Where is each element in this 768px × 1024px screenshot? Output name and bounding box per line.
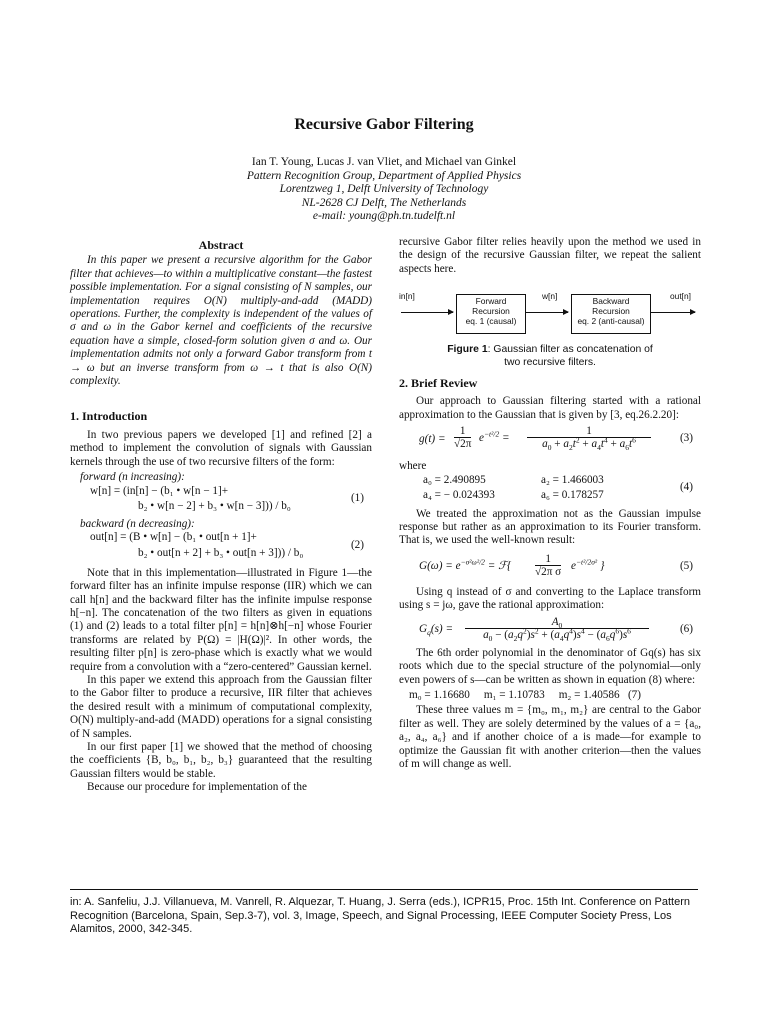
equation-5-lhs: $G(\omega) = e^{-\sigma^2\omega^2/2}$ = ℱ{ xyxy=(419,557,512,572)
equation-6-number: (6) xyxy=(679,622,693,635)
author-names: Ian T. Young, Lucas J. van Vliet, and Michael van Ginkel xyxy=(251,156,517,168)
equation-1-line-1: w[n] = (in[n] − (b₁ • w[n − 1]+ xyxy=(90,484,229,497)
box2-line1: Backward xyxy=(592,296,630,307)
coef-a4: a₄ = − 0.024393 xyxy=(423,488,495,501)
forward-recursion-box xyxy=(456,294,526,334)
address-line-2: NL-2628 CJ Delft, The Netherlands xyxy=(301,196,467,209)
equation-6-lhs: $G_q(s)$ = xyxy=(419,622,453,637)
equation-5-fraction: $\frac{1}{\text{√2π σ}}$ xyxy=(535,552,562,578)
equation-2-line-1: out[n] = (B • w[n] − (b₁ • out[n + 1]+ xyxy=(90,531,257,544)
coef-a2: a₂ = 1.466003 xyxy=(541,473,604,486)
abstract-text: In this paper we present a recursive algorithm for the Gabor filter that achieves—to within a multiplicative constant—the fastest possible implementation. For a signal consisting of N samples, our implementation requires O(N) multiply-and-add (MADD) operations. Further, the complexity is independent of the values of σ and ω in the Gabor kernel and coefficients of the recursive equation have a simple, closed-form solution given σ and ω. Our implementation admits not only a forward Gabor transform from t → ω but an inverse transform from ω → t that is also O(N) complexity. xyxy=(70,254,372,388)
section-introduction-heading: 1. Introduction xyxy=(70,409,148,424)
equation-6 xyxy=(399,615,701,647)
coef-a0: a₀ = 2.490895 xyxy=(423,473,486,486)
box2-line2: Recursion xyxy=(592,306,630,317)
left-column xyxy=(70,239,372,795)
box1-line3: eq. 1 (causal) xyxy=(465,316,517,327)
signal-in-label: in[n] xyxy=(399,291,415,302)
review-paragraph-4: The 6th order polynomial in the denominator of Gq(s) has six roots which due to the special structure of the polynomial—only even powers of s—can be written as shown in equation (8) where: xyxy=(399,646,701,686)
figure-1-caption-text-2: two recursive filters. xyxy=(504,356,596,368)
intro-paragraph-5: Because our procedure for implementation of the xyxy=(87,781,307,794)
author-block xyxy=(0,156,768,224)
intro-paragraph-3: In this paper we extend this approach from the Gaussian filter to the Gabor filter to produce a recursive, IIR filter that achieves the desired result with a minimum of computational complexity, O(N) multiply-and-add (MADD) operations for a signal consisting of N samples. xyxy=(70,673,372,740)
box1-line2: Recursion xyxy=(472,306,510,317)
intro-paragraph-1: In two previous papers we developed [1] and refined [2] a method to implement the convolution of signals with Gaussian kernels through the use of two recursive filters of the form: xyxy=(70,428,372,468)
equation-3-exponential: $e^{-t^2/2}$ = xyxy=(479,429,510,445)
equation-3-fraction-1: $\frac{1}{√2\pi}$ xyxy=(454,425,472,451)
review-continuation: recursive Gabor filter relies heavily upon the method we used in the design of the recursive Gaussian filter, we repeat the salient aspects here. xyxy=(399,236,701,275)
equation-5 xyxy=(399,552,701,586)
review-paragraph-3: Using q instead of σ and converting to the Laplace transform using s = jω, gave the rational approximation: xyxy=(399,585,701,612)
box1-line1: Forward xyxy=(475,296,507,307)
intro-paragraph-2: Note that in this implementation—illustrated in Figure 1—the forward filter has an infinite impulse response (IIR) which we can call h[n] and the backward filter has the infinite impulse response h[−n]. The concatenation of the two filters as given in equations (1) and (2) leads to a total filter p[n] = h[n]⊗h[−n] whose Fourier transforms are related by P(Ω) = |H(Ω)|². In other words, the resulting filter p[n] is zero-phase which is exactly what we would require from a convolution with a “zero-centered” Gaussian kernel. xyxy=(70,566,372,673)
review-paragraph-5: These three values m = {m₀, m₁, m₂} are central to the Gabor filter as well. They are solely determined by the values of a = {a₀, a₂, a₄, a₆} and if another choice of a is made—for example to optimize the Gaussian fit with another criterion—then the values of m will change as well. xyxy=(399,704,701,770)
backward-recursion-box xyxy=(571,294,651,334)
forward-label: forward (n increasing): xyxy=(80,471,185,484)
where-label: where xyxy=(399,460,427,473)
author-email: e-mail: young@ph.tn.tudelft.nl xyxy=(312,210,456,223)
equation-3-number: (3) xyxy=(679,432,693,445)
equation-2-line-2: b₂ • out[n + 2] + b₃ • out[n + 3])) / b₀ xyxy=(138,546,304,559)
equation-3-fraction-2: $\frac{1}{a_0 + a_2t^2 + a_4t^4 + a_6t^6}$ xyxy=(527,425,651,450)
equation-2-number: (2) xyxy=(350,538,364,551)
coef-a6: a₆ = 0.178257 xyxy=(541,488,604,501)
equation-4 xyxy=(399,474,701,504)
equation-7: m₀ = 1.16680 m₁ = 1.10783 m₂ = 1.40586 (7) xyxy=(409,688,641,701)
signal-w-label: w[n] xyxy=(542,291,558,302)
figure-1-label: Figure 1 xyxy=(447,344,488,356)
equation-5-number: (5) xyxy=(679,559,693,572)
backward-label: backward (n decreasing): xyxy=(80,517,195,530)
section-brief-review-heading: 2. Brief Review xyxy=(399,376,478,391)
equation-3 xyxy=(399,424,701,460)
arrow-mid xyxy=(526,312,568,313)
footnote: in: A. Sanfeliu, J.J. Villanueva, M. Vanrell, R. Alquezar, T. Huang, J. Serra (eds.), ICPR15, Proc. 15th Int. Conference on Pattern Recognition (Barcelona, Spain, Sep.3-7), vol. 3, Image, Speech, and Signal Processing, IEEE Computer Society Press, Los Alamitos, 2000, 342-345. xyxy=(70,896,690,936)
box2-line3: eq. 2 (anti-causal) xyxy=(577,316,645,327)
figure-1-diagram xyxy=(399,288,701,344)
affiliation: Pattern Recognition Group, Department of Applied Physics xyxy=(246,169,522,182)
abstract-heading: Abstract xyxy=(198,238,244,252)
address-line-1: Lorentzweg 1, Delft University of Technology xyxy=(279,183,489,196)
figure-1-caption-text: : Gaussian filter as concatenation of xyxy=(487,344,653,356)
equation-5-exponential: $e^{-t^2/2\sigma^2}$ } xyxy=(571,557,605,572)
equation-3-lhs: g(t) = xyxy=(419,433,446,446)
equation-1-number: (1) xyxy=(350,491,364,504)
review-paragraph-2: We treated the approximation not as the Gaussian impulse response but rather as an approximation to its Fourier transform. That is, we used the well-known result: xyxy=(399,507,701,547)
equation-1-line-2: b₂ • w[n − 2] + b₃ • w[n − 3])) / b₀ xyxy=(138,499,291,512)
intro-paragraph-4: In our first paper [1] we showed that the method of choosing the coefficients {B, b₀, b₁, b₂, b₃} guaranteed that the resulting Gaussian filters would be stable. xyxy=(70,741,372,780)
equation-2 xyxy=(70,538,372,561)
arrow-in xyxy=(401,312,453,313)
right-column xyxy=(399,236,701,771)
review-paragraph-1: Our approach to Gaussian filtering started with a rational approximation to the Gaussian that is given by [3, eq.26.2.20]: xyxy=(399,395,701,421)
signal-out-label: out[n] xyxy=(670,291,691,302)
equation-1 xyxy=(70,491,372,514)
figure-1-caption xyxy=(399,344,701,369)
equation-6-fraction: $\frac{A_0}{a_0 - (a_2q^2)s^2 + (a_4q^4)s^4 - (a_6q^6)s^6}$ xyxy=(465,616,649,641)
arrow-out xyxy=(651,312,695,313)
footnote-rule xyxy=(70,889,698,890)
equation-4-number: (4) xyxy=(679,480,693,493)
paper-title: Recursive Gabor Filtering xyxy=(294,116,474,133)
